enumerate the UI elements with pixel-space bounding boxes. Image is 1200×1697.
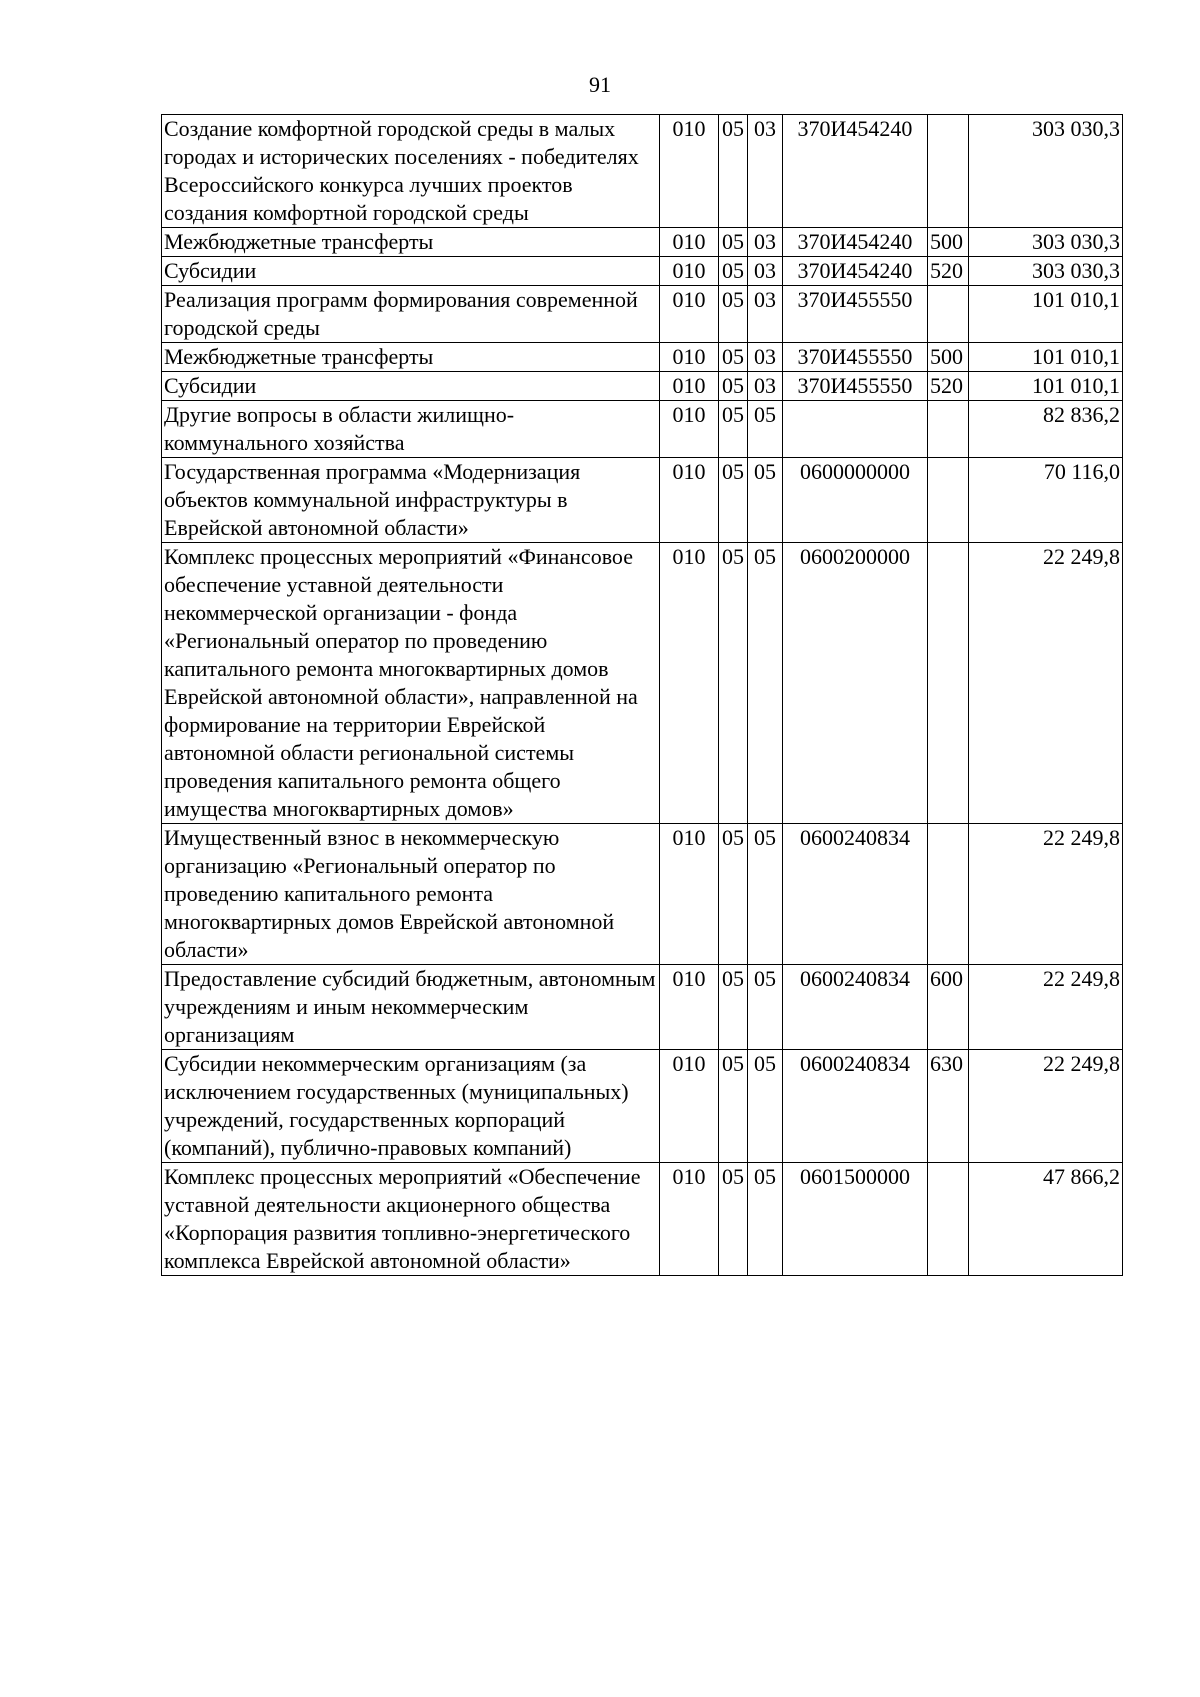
table-row: [162, 1163, 1123, 1276]
row-section-code: 05: [719, 401, 748, 458]
row-amount: 82 836,2: [969, 401, 1123, 458]
row-grbs-code: 010: [660, 1163, 719, 1276]
row-section-code: 05: [719, 965, 748, 1050]
row-subsection-code: 03: [748, 228, 783, 257]
row-target-article-code: 370И455550: [783, 372, 928, 401]
table-row: [162, 824, 1123, 965]
row-subsection-code: 05: [748, 824, 783, 965]
row-subsection-code: 03: [748, 372, 783, 401]
row-target-article-code: 370И454240: [783, 228, 928, 257]
row-grbs-code: 010: [660, 343, 719, 372]
row-subsection-code: 05: [748, 1163, 783, 1276]
row-section-code: 05: [719, 1050, 748, 1163]
row-target-article-code: 370И454240: [783, 257, 928, 286]
row-expense-type-code: [928, 458, 969, 543]
row-section-code: 05: [719, 372, 748, 401]
row-grbs-code: 010: [660, 286, 719, 343]
table-row: [162, 965, 1123, 1050]
row-amount: 22 249,8: [969, 824, 1123, 965]
row-name: Имущественный взнос в некоммерческую организацию «Региональный оператор по проведению капитального ремонта многоквартирных домов Еврейской автономной области»: [162, 824, 660, 965]
row-expense-type-code: 520: [928, 257, 969, 286]
row-name: Субсидии: [162, 372, 660, 401]
table-row: [162, 228, 1123, 257]
row-name: Реализация программ формирования современной городской среды: [162, 286, 660, 343]
row-expense-type-code: [928, 401, 969, 458]
row-name: Комплекс процессных мероприятий «Обеспечение уставной деятельности акционерного общества «Корпорация развития топливно-энергетического комплекса Еврейской автономной области»: [162, 1163, 660, 1276]
row-name: Субсидии некоммерческим организациям (за исключением государственных (муниципальных) учреждений, государственных корпораций (компаний), публично-правовых компаний): [162, 1050, 660, 1163]
row-expense-type-code: 500: [928, 228, 969, 257]
row-subsection-code: 03: [748, 343, 783, 372]
row-amount: 101 010,1: [969, 286, 1123, 343]
table-row: [162, 343, 1123, 372]
row-expense-type-code: 500: [928, 343, 969, 372]
row-subsection-code: 05: [748, 543, 783, 824]
row-grbs-code: 010: [660, 965, 719, 1050]
row-target-article-code: 0600240834: [783, 1050, 928, 1163]
row-expense-type-code: 600: [928, 965, 969, 1050]
row-grbs-code: 010: [660, 458, 719, 543]
row-amount: 22 249,8: [969, 965, 1123, 1050]
row-name: Предоставление субсидий бюджетным, автономным учреждениям и иным некоммерческим организациям: [162, 965, 660, 1050]
row-grbs-code: 010: [660, 257, 719, 286]
row-subsection-code: 05: [748, 458, 783, 543]
row-name: Другие вопросы в области жилищно-коммунального хозяйства: [162, 401, 660, 458]
budget-table-body: [162, 115, 1123, 1276]
row-target-article-code: 0600240834: [783, 965, 928, 1050]
row-target-article-code: 370И455550: [783, 343, 928, 372]
table-row: [162, 543, 1123, 824]
row-subsection-code: 03: [748, 115, 783, 228]
row-amount: 22 249,8: [969, 1050, 1123, 1163]
row-target-article-code: 0600200000: [783, 543, 928, 824]
row-grbs-code: 010: [660, 401, 719, 458]
row-target-article-code: 0601500000: [783, 1163, 928, 1276]
table-row: [162, 458, 1123, 543]
row-subsection-code: 05: [748, 965, 783, 1050]
row-name: Комплекс процессных мероприятий «Финансовое обеспечение уставной деятельности некоммерческой организации - фонда «Региональный оператор по проведению капитального ремонта многоквартирных домов Еврейской автономной области», направленной на формирование на территории Еврейской автономной области региональной системы проведения капитального ремонта общего имущества многоквартирных домов»: [162, 543, 660, 824]
row-amount: 101 010,1: [969, 343, 1123, 372]
row-amount: 101 010,1: [969, 372, 1123, 401]
row-subsection-code: 05: [748, 401, 783, 458]
row-subsection-code: 03: [748, 257, 783, 286]
row-section-code: 05: [719, 1163, 748, 1276]
table-row: [162, 286, 1123, 343]
row-section-code: 05: [719, 228, 748, 257]
row-section-code: 05: [719, 824, 748, 965]
table-row: [162, 115, 1123, 228]
row-expense-type-code: [928, 286, 969, 343]
row-grbs-code: 010: [660, 824, 719, 965]
table-row: [162, 257, 1123, 286]
row-section-code: 05: [719, 458, 748, 543]
row-target-article-code: 0600240834: [783, 824, 928, 965]
row-name: Межбюджетные трансферты: [162, 228, 660, 257]
table-row: [162, 401, 1123, 458]
row-name: Межбюджетные трансферты: [162, 343, 660, 372]
row-expense-type-code: 520: [928, 372, 969, 401]
row-amount: 22 249,8: [969, 543, 1123, 824]
row-amount: 303 030,3: [969, 257, 1123, 286]
budget-table: [161, 114, 1123, 1276]
row-target-article-code: 0600000000: [783, 458, 928, 543]
row-section-code: 05: [719, 543, 748, 824]
row-amount: 47 866,2: [969, 1163, 1123, 1276]
row-expense-type-code: [928, 1163, 969, 1276]
row-expense-type-code: 630: [928, 1050, 969, 1163]
row-amount: 303 030,3: [969, 115, 1123, 228]
row-subsection-code: 05: [748, 1050, 783, 1163]
row-target-article-code: 370И455550: [783, 286, 928, 343]
table-row: [162, 1050, 1123, 1163]
row-grbs-code: 010: [660, 1050, 719, 1163]
row-name: Государственная программа «Модернизация объектов коммунальной инфраструктуры в Еврейской автономной области»: [162, 458, 660, 543]
row-target-article-code: [783, 401, 928, 458]
row-section-code: 05: [719, 115, 748, 228]
row-name: Субсидии: [162, 257, 660, 286]
row-grbs-code: 010: [660, 228, 719, 257]
row-subsection-code: 03: [748, 286, 783, 343]
row-target-article-code: 370И454240: [783, 115, 928, 228]
page-number: 91: [589, 72, 611, 97]
row-expense-type-code: [928, 115, 969, 228]
row-expense-type-code: [928, 824, 969, 965]
row-grbs-code: 010: [660, 543, 719, 824]
row-amount: 303 030,3: [969, 228, 1123, 257]
row-grbs-code: 010: [660, 372, 719, 401]
row-section-code: 05: [719, 343, 748, 372]
table-row: [162, 372, 1123, 401]
row-amount: 70 116,0: [969, 458, 1123, 543]
row-section-code: 05: [719, 286, 748, 343]
row-section-code: 05: [719, 257, 748, 286]
row-grbs-code: 010: [660, 115, 719, 228]
row-expense-type-code: [928, 543, 969, 824]
row-name: Создание комфортной городской среды в малых городах и исторических поселениях - победителях Всероссийского конкурса лучших проектов создания комфортной городской среды: [162, 115, 660, 228]
